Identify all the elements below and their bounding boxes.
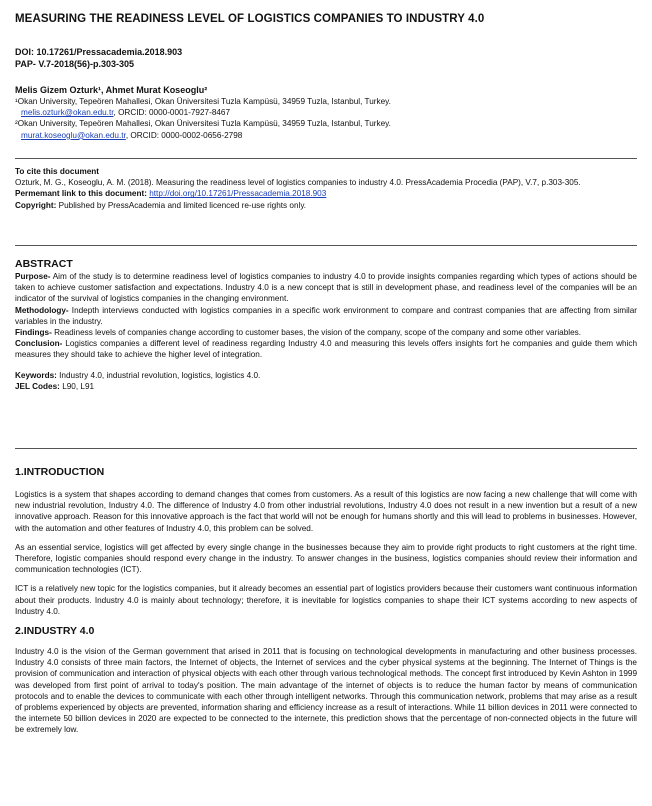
cite-text: Ozturk, M. G., Koseoglu, A. M. (2018). Measuring the readiness level of logistics companies to industry 4.0. PressAcademia Procedia (PAP), V.7, p.303-305. bbox=[15, 178, 581, 188]
copyright-line bbox=[15, 200, 637, 211]
permalink-line bbox=[15, 188, 637, 199]
introduction-paragraph-3: ICT is a relatively new topic for the logistics companies, but it already becomes an essential part of logistics providers because their customers want continuous information about their products. Industry 4.0 is mainly about technology; therefore, it is inevitable for logistics companies to shape their ICT systems according to new aspects of Industry 4.0. bbox=[15, 584, 637, 616]
paper-title: MEASURING THE READINESS LEVEL OF LOGISTICS COMPANIES TO INDUSTRY 4.0 bbox=[15, 13, 485, 25]
introduction-paragraph-2: As an essential service, logistics will get affected by every single change in the businesses because they aim to provide right products to right customers at the right time. Therefore, logistic companies should respond every change in the industry. To answer changes in the business, logistics companies should review their information and communication technologies (ICT). bbox=[15, 542, 637, 575]
jel-line bbox=[15, 381, 637, 392]
methodology-label: Methodology- bbox=[15, 305, 69, 315]
doi: DOI: 10.17261/Pressacademia.2018.903 bbox=[15, 47, 183, 57]
introduction-paragraph-1: Logistics is a system that shapes according to demand changes that comes from customers. As a result of this logistics are now facing a new challenge that will come with new industrial revolution, Industry 4.0. The difference of Industry 4.0 from other industrial revolutions, Industry 4.0 does not result in a new invention but a result of a new innovative approach. Reason for this innovative approach is the fact that world will not be enough for humans shortly and this will lead to problems in businesses. However, with the automation and other features of Industry 4.0, this problem can be solved. bbox=[15, 490, 637, 533]
conclusion-text: Logistics companies a different level of readiness regarding Industry 4.0 and measuring this levels offers insights fort he companies and guide them which measures they should take to achieve the higher level of integration. bbox=[15, 339, 637, 360]
author-1-orcid: , ORCID: 0000-0001-7927-8467 bbox=[113, 108, 231, 118]
permalink-link[interactable]: http://doi.org/10.17261/Pressacademia.2018.903 bbox=[149, 189, 327, 199]
keywords-label: Keywords: bbox=[15, 370, 57, 380]
industry-paragraph: Industry 4.0 is the vision of the German government that arised in 2011 that is focusing on technological developments in manufacturing and other business processes. Industry 4.0 consists of three main factors, the Internet of objects, the Internet of services and the cyber physical systems at the beginning. The Internet of Things is the provision of communication and interaction of physical objects with each other through various technological methods. The concept first introduced by Kevin Ashton in 1999 was developed from first point of arrival to today's position. The main advantage of the internet of objects is to reduce the human factor by means of communication protocols and to enable the devices to communicate with each other through intelligent networks. Through this communication network, problems that may arise as a result of problems experienced by objects are prevented, information sharing and efficiency increase as a result of interactions. While 11 billion devices in 2011 were connected to the internete 50 billion devices in 2020 are expected to be connected to the internete, this prediction shows that the percentage of non-connected objects in the future will be extremely low. bbox=[15, 647, 637, 735]
affiliation-1 bbox=[15, 96, 637, 118]
abstract-purpose bbox=[15, 271, 637, 305]
purpose-text: Aim of the study is to determine readiness level of logistics companies to industry 4.0 to provide insights companies regarding which types of actions should be taken to achieve customer satisfaction and expectations. Industry 4.0 is a new concept that is still in development phase, and readiness level of the companies will be an indicator of the survival of logistics companies in the changing environment. bbox=[15, 272, 637, 304]
authors: Melis Gizem Ozturk¹, Ahmet Murat Koseoglu² bbox=[15, 85, 208, 95]
abstract-findings bbox=[15, 327, 637, 338]
divider bbox=[15, 448, 637, 449]
divider bbox=[15, 158, 637, 159]
citation-block bbox=[15, 166, 637, 211]
findings-text: Readiness levels of companies change according to customer bases, the vision of the company, scope of the company and some other variables. bbox=[54, 328, 581, 338]
abstract-heading: ABSTRACT bbox=[15, 258, 73, 270]
industry-heading: 2.INDUSTRY 4.0 bbox=[15, 625, 95, 638]
author-2-email-link[interactable]: murat.koseoglu@okan.edu.tr bbox=[21, 130, 126, 140]
affiliation-1-contact bbox=[15, 107, 637, 118]
affiliation-2-address: ²Okan University, Tepeören Mahallesi, Okan Üniversitesi Tuzla Kampüsü, 34959 Tuzla, Istanbul, Turkey. bbox=[15, 119, 391, 129]
abstract-block bbox=[15, 258, 637, 392]
copyright-text: Published by PressAcademia and limited licenced re-use rights only. bbox=[58, 200, 307, 210]
pap-reference: PAP- V.7-2018(56)-p.303-305 bbox=[15, 59, 135, 69]
jel-text: L90, L91 bbox=[62, 381, 95, 391]
author-1-email-link[interactable]: melis.ozturk@okan.edu.tr bbox=[21, 108, 114, 118]
paper-header bbox=[15, 12, 637, 141]
keywords-line bbox=[15, 370, 637, 381]
section-introduction bbox=[15, 466, 637, 736]
jel-label: JEL Codes: bbox=[15, 381, 60, 391]
affiliation-1-address: ¹Okan University, Tepeören Mahallesi, Okan Üniversitesi Tuzla Kampüsü, 34959 Tuzla, Istanbul, Turkey. bbox=[15, 97, 391, 106]
conclusion-label: Conclusion- bbox=[15, 339, 63, 349]
author-2-orcid: , ORCID: 0000-0002-0656-2798 bbox=[125, 130, 243, 140]
cite-heading: To cite this document bbox=[15, 167, 100, 176]
abstract-methodology bbox=[15, 305, 637, 327]
affiliation-2-contact bbox=[15, 130, 637, 141]
findings-label: Findings- bbox=[15, 328, 52, 338]
introduction-heading: 1.INTRODUCTION bbox=[15, 466, 105, 478]
divider bbox=[15, 245, 637, 246]
purpose-label: Purpose- bbox=[15, 272, 51, 281]
keywords-text: Industry 4.0, industrial revolution, logistics, logistics 4.0. bbox=[59, 370, 261, 380]
copyright-label: Copyright: bbox=[15, 200, 57, 210]
permalink-label: Permemant link to this document: bbox=[15, 189, 147, 199]
abstract-conclusion bbox=[15, 338, 637, 360]
affiliation-2 bbox=[15, 118, 637, 140]
methodology-text: Indepth interviews conducted with logistics companies in a specific work environment to compare and contrast companies that are affecting from similar variables in the industry. bbox=[15, 305, 637, 326]
